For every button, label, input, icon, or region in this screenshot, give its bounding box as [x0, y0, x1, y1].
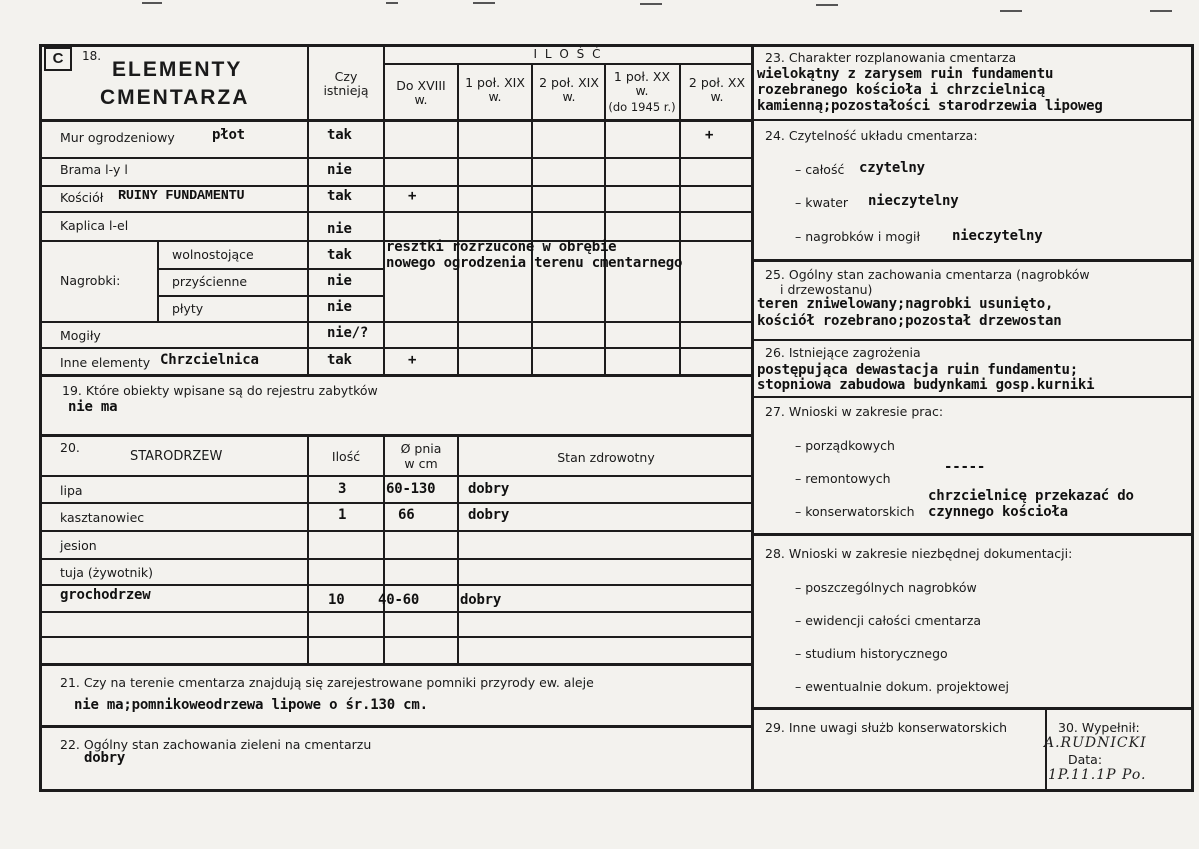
grid-v	[679, 64, 681, 375]
section-label: 29. Inne uwagi służb konserwatorskich	[765, 720, 1007, 735]
scan-mark	[640, 3, 662, 5]
item-label: – konserwatorskich	[795, 504, 915, 519]
tree-name: grochodrzew	[60, 587, 151, 603]
row-value: RUINY FUNDAMENTU	[118, 189, 245, 204]
row-label: Mogiły	[60, 328, 101, 343]
section-label: 23. Charakter rozplanowania cmentarza	[765, 50, 1017, 65]
typed-note: nowego ogrodzenia terenu cmentarnego	[386, 255, 683, 271]
tree-count: 3	[338, 481, 347, 497]
date-label: Data:	[1068, 752, 1103, 767]
column-header: 1 poł. XIX w.	[465, 75, 525, 105]
grid-h	[39, 185, 753, 187]
row-label: Kościół	[60, 190, 104, 205]
section-value: dobry	[84, 750, 126, 766]
column-header: 1 poł. XX w.	[613, 69, 671, 99]
grid-h	[39, 584, 753, 586]
tree-diameter: 60-130	[386, 481, 436, 497]
grid-h	[39, 119, 753, 122]
grid-h	[753, 533, 1193, 536]
row-exists: nie	[327, 273, 352, 289]
grid-h	[39, 434, 753, 437]
item-value: czytelny	[859, 160, 925, 176]
section-value: kościół rozebrano;pozostał drzewostan	[757, 313, 1062, 329]
column-header: Ø pnia	[400, 441, 442, 456]
item-label: – kwater	[795, 195, 849, 210]
section-label: 26. Istniejące zagrożenia	[765, 345, 921, 360]
grid-h	[753, 707, 1193, 710]
grid-h	[39, 530, 753, 532]
section-label: 28. Wnioski w zakresie niezbędnej dokumentacji:	[765, 546, 1073, 561]
frame-top	[39, 44, 1194, 47]
section-label: 22. Ogólny stan zachowania zieleni na cmentarzu	[60, 737, 372, 752]
row-label: płyty	[172, 301, 204, 316]
grid-h	[39, 211, 753, 213]
grid-v	[531, 64, 533, 375]
item-label: – nagrobków i mogił	[795, 229, 921, 244]
section-label: 19. Które obiekty wpisane są do rejestru zabytków	[62, 383, 378, 398]
tree-name: jesion	[60, 538, 97, 553]
grid-h	[39, 321, 753, 323]
grid-h	[39, 157, 753, 159]
grid-h	[39, 374, 753, 377]
column-header: Ilość	[331, 449, 361, 464]
section-value: kamienną;pozostałości starodrzewia lipoweg	[757, 98, 1103, 114]
tree-count: 1	[338, 507, 347, 523]
item-label: – studium historycznego	[795, 646, 948, 661]
section-label: 21. Czy na terenie cmentarza znajdują się zarejestrowane pomniki przyrody ew. aleje	[60, 675, 594, 690]
scan-mark	[473, 2, 495, 4]
item-label: – porządkowych	[795, 438, 895, 453]
row-label: przyścienne	[172, 274, 248, 289]
frame-right	[1191, 44, 1194, 792]
grid-h	[753, 119, 1193, 121]
grid-v	[307, 434, 309, 664]
row-mark: +	[408, 188, 417, 204]
section-number: 18.	[82, 49, 102, 63]
grid-h	[39, 663, 753, 666]
row-exists: tak	[327, 188, 352, 204]
section-label: 30. Wypełnił:	[1058, 720, 1140, 735]
frame-bottom	[39, 789, 1194, 792]
row-exists: nie	[327, 299, 352, 315]
column-header: Czy istnieją	[323, 69, 369, 99]
section-title: CMENTARZA	[100, 86, 250, 109]
tree-name: kasztanowiec	[60, 510, 145, 525]
row-group-label: Nagrobki:	[60, 273, 121, 288]
tree-health: dobry	[468, 481, 510, 497]
row-label: Kaplica l-el	[60, 218, 129, 233]
section-title: ELEMENTY	[112, 58, 243, 81]
grid-v	[157, 240, 159, 322]
tree-count: 10	[328, 592, 345, 608]
scan-mark	[386, 2, 398, 4]
item-value: chrzcielnicę przekazać do	[928, 488, 1134, 504]
row-exists: tak	[327, 127, 352, 143]
row-exists: nie/?	[327, 325, 369, 341]
scan-mark	[1150, 10, 1172, 12]
grid-h	[753, 339, 1193, 341]
tree-name: tuja (żywotnik)	[60, 565, 154, 580]
column-header: 2 poł. XIX w.	[539, 75, 599, 105]
tree-diameter: 66	[398, 507, 415, 523]
grid-v	[307, 44, 309, 375]
row-label: wolnostojące	[172, 247, 254, 262]
grid-h	[753, 396, 1193, 398]
tree-health: dobry	[460, 592, 502, 608]
row-exists: tak	[327, 247, 352, 263]
section-value: teren zniwelowany;nagrobki usunięto,	[757, 296, 1054, 312]
item-label: – ewidencji całości cmentarza	[795, 613, 982, 628]
grid-h	[39, 347, 753, 349]
section-value: nie ma;pomnikoweodrzewa lipowe o śr.130 cm.	[74, 697, 428, 713]
item-label: – poszczególnych nagrobków	[795, 580, 977, 595]
row-exists: nie	[327, 221, 352, 237]
column-header: I L O Ś Ć	[533, 47, 603, 61]
section-number: 20.	[60, 440, 80, 455]
section-label: i drzewostanu)	[780, 282, 873, 297]
section-label: 24. Czytelność układu cmentarza:	[765, 128, 978, 143]
item-value: nieczytelny	[868, 193, 959, 209]
section-value: postępująca dewastacja ruin fundamentu;	[757, 362, 1078, 378]
column-header: Do XVIII w.	[396, 78, 446, 108]
column-header: (do 1945 r.)	[608, 100, 676, 114]
grid-v	[383, 44, 385, 375]
section-value: wielokątny z zarysem ruin fundamentu	[757, 66, 1054, 82]
grid-h	[157, 268, 384, 270]
row-exists: nie	[327, 162, 352, 178]
item-value: -----	[944, 459, 986, 475]
card-letter: C	[44, 47, 72, 71]
section-value: stopniowa zabudowa budynkami gosp.kurniki	[757, 377, 1095, 393]
row-value: płot	[212, 127, 245, 143]
section-label: 27. Wnioski w zakresie prac:	[765, 404, 944, 419]
section-title: STARODRZEW	[130, 449, 223, 464]
scan-mark	[816, 4, 838, 6]
scan-mark	[142, 2, 162, 4]
tree-diameter: 40-60	[378, 592, 420, 608]
item-label: – całość	[795, 162, 845, 177]
typed-note: resztki rozrzucone w obrębie	[386, 239, 617, 255]
grid-h	[157, 295, 384, 297]
column-header: w cm	[404, 456, 438, 471]
section-value: nie ma	[68, 399, 118, 415]
scan-mark	[1000, 10, 1022, 12]
column-header: 2 poł. XX w.	[688, 75, 746, 105]
date-value: 1P.11.1P Po.	[1048, 767, 1147, 783]
item-label: – ewentualnie dokum. projektowej	[795, 679, 1010, 694]
grid-h	[753, 259, 1193, 262]
row-mark: +	[408, 352, 417, 368]
section-label: 25. Ogólny stan zachowania cmentarza (nagrobków	[765, 267, 1090, 282]
filled-by-signature: A.RUDNICKI	[1044, 735, 1147, 751]
grid-h	[39, 502, 753, 504]
grid-v	[457, 434, 459, 664]
item-label: – remontowych	[795, 471, 891, 486]
item-value: czynnego kościoła	[928, 504, 1068, 520]
grid-h	[39, 636, 753, 638]
grid-h	[383, 63, 753, 65]
grid-v	[457, 64, 459, 375]
item-value: nieczytelny	[952, 228, 1043, 244]
row-mark: +	[705, 127, 714, 143]
row-label: Mur ogrodzeniowy	[60, 130, 175, 145]
row-exists: tak	[327, 352, 352, 368]
grid-h	[39, 611, 753, 613]
grid-h	[39, 558, 753, 560]
tree-name: lipa	[60, 483, 83, 498]
column-header: Stan zdrowotny	[557, 450, 655, 465]
row-value: Chrzcielnica	[160, 352, 259, 368]
section-value: rozebranego kościoła i chrzcielnicą	[757, 82, 1046, 98]
row-label: Inne elementy	[60, 355, 151, 370]
grid-h	[39, 725, 753, 728]
tree-health: dobry	[468, 507, 510, 523]
grid-v	[383, 434, 385, 664]
row-label: Brama l-y l	[60, 162, 128, 177]
grid-h	[39, 475, 753, 477]
